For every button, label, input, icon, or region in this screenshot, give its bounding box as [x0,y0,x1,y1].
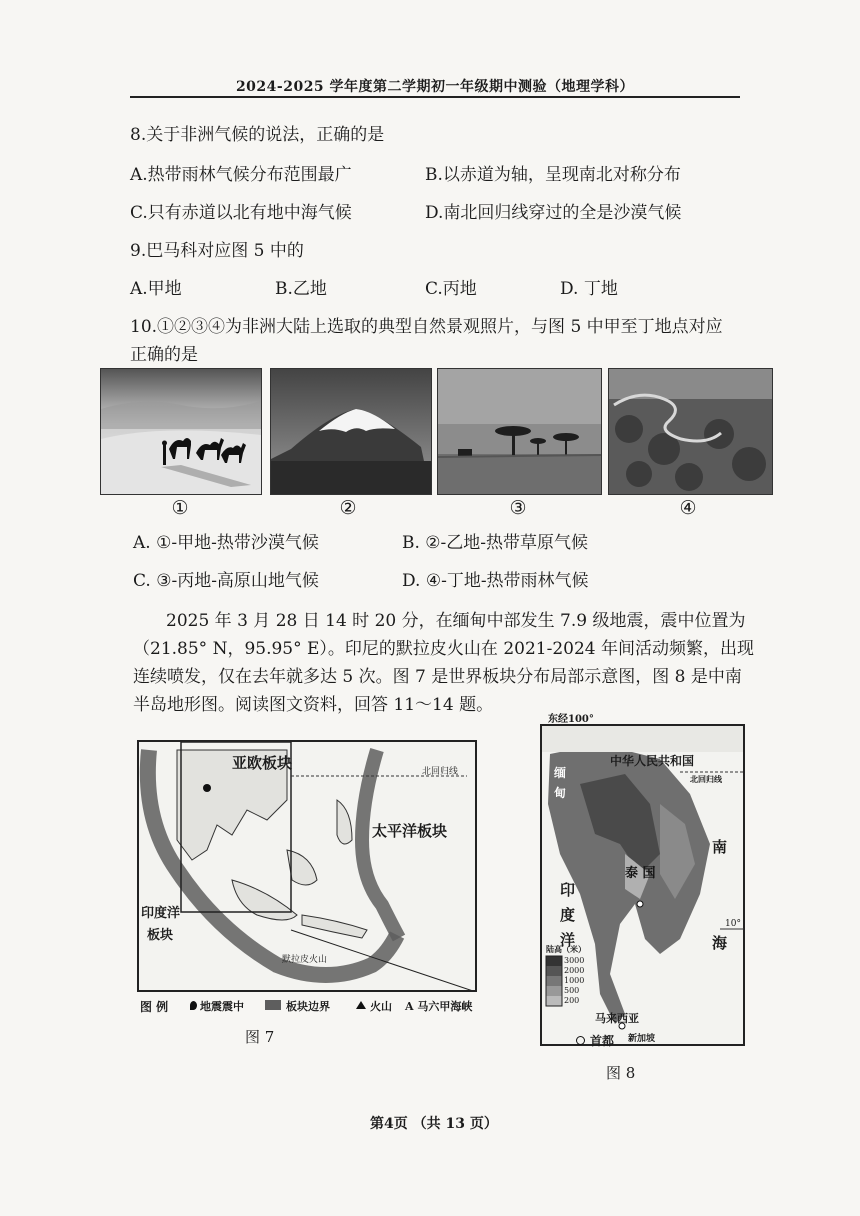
legend-strait-label: A 马六甲海峡 [405,1000,473,1013]
q8-option-a: A.热带雨林气候分布范围最广 [130,165,352,185]
label-singapore: 新加坡 [628,1034,656,1044]
photo-mountain [270,368,432,495]
q8-option-b: B.以赤道为轴，呈现南北对称分布 [425,165,681,185]
figure-7-map [137,740,477,992]
passage-line4: 半岛地形图。阅读图文资料，回答 11～14 题。 [133,695,494,715]
figure-8-map [540,724,745,1046]
q10-option-d: D. ④-丁地-热带雨林气候 [402,571,589,591]
legend-epicenter-label: 地震震中 [200,1000,244,1013]
figure-7-label: 图 7 [245,1028,275,1046]
q9-option-b: B.乙地 [275,279,327,299]
label-indian-plate-2: 板块 [147,928,174,943]
q9-option-a: A.甲地 [130,279,182,299]
label-pacific-plate: 太平洋板块 [372,822,448,840]
label-south-sea-2: 海 [712,934,728,952]
fig7-legend-title: 图 例 [140,1000,169,1014]
label-myanmar-2: 甸 [554,786,567,800]
label-longitude: 东经100° [548,714,594,725]
legend-epicenter-icon [190,1001,197,1010]
passage-line3: 连续喷发，仅在去年就多达 5 次。图 7 是世界板块分布局部示意图，图 8 是中南 [133,667,742,687]
photo-caption-3: ③ [509,497,527,519]
elev-value-3: 500 [564,986,580,995]
legend-volcano-label: 火山 [370,1000,392,1013]
photo-caption-2: ② [339,497,357,519]
elev-value-1: 2000 [564,966,585,975]
photo-desert [100,368,262,495]
elev-legend-title: 陆高（米） [546,944,586,954]
q9-option-d: D. 丁地 [560,279,618,299]
label-myanmar-1: 缅 [554,766,567,780]
q9-stem: 9.巴马科对应图 5 中的 [130,241,304,261]
label-indian-ocean-1: 印 [560,881,576,899]
label-tropic-fig7: 北回归线 [422,767,459,777]
figure-8-label: 图 8 [606,1064,636,1082]
photo-savanna [437,368,602,495]
passage-line2: （21.85° N，95.95° E）。印尼的默拉皮火山在 2021-2024 年间活动频繁，出现 [133,639,755,659]
q10-option-b: B. ②-乙地-热带草原气候 [402,533,589,553]
capital-icon [576,1036,585,1045]
q10-stem-line1: 10.①②③④为非洲大陆上选取的典型自然景观照片，与图 5 中甲至丁地点对应 [130,317,723,337]
label-south-sea-1: 南 [712,838,728,856]
label-indian-ocean-3: 洋 [560,931,576,949]
q8-stem: 8.关于非洲气候的说法，正确的是 [130,125,385,145]
label-thailand: 泰 国 [625,866,656,881]
label-china: 中华人民共和国 [610,754,695,768]
label-indian-plate-1: 印度洋 [141,906,181,921]
label-indian-ocean-2: 度 [560,906,576,924]
label-eurasian-plate: 亚欧板块 [232,754,293,772]
photo-caption-1: ① [171,497,189,519]
header-rule [130,96,740,98]
elev-value-2: 1000 [564,976,585,985]
passage-line1: 2025 年 3 月 28 日 14 时 20 分，在缅甸中部发生 7.9 级地震，震中位置为 [166,611,746,631]
label-merapi: 默拉皮火山 [282,955,328,965]
photo-caption-4: ④ [679,497,697,519]
q10-stem-line2: 正确的是 [130,345,198,365]
label-malaysia: 马来西亚 [595,1012,639,1025]
capital-legend-label: 首都 [590,1034,615,1048]
elev-value-0: 3000 [564,956,585,965]
legend-boundary-icon [265,1000,281,1010]
q8-option-d: D.南北回归线穿过的全是沙漠气候 [425,203,682,223]
label-tropic-fig8: 北回归线 [690,774,722,784]
photo-rainforest [608,368,773,495]
q8-option-c: C.只有赤道以北有地中海气候 [130,203,352,223]
q10-option-a: A. ①-甲地-热带沙漠气候 [133,533,319,553]
elev-value-4: 200 [564,996,580,1005]
q9-option-c: C.丙地 [425,279,477,299]
legend-volcano-icon [356,1001,366,1009]
label-lat10: 10° [725,919,741,929]
q10-option-c: C. ③-丙地-高原山地气候 [133,571,319,591]
page-footer: 第4页 （共 13 页） [370,1116,498,1132]
exam-header: 2024-2025 学年度第二学期初一年级期中测验（地理学科） [235,79,635,95]
legend-boundary-label: 板块边界 [286,1000,330,1013]
